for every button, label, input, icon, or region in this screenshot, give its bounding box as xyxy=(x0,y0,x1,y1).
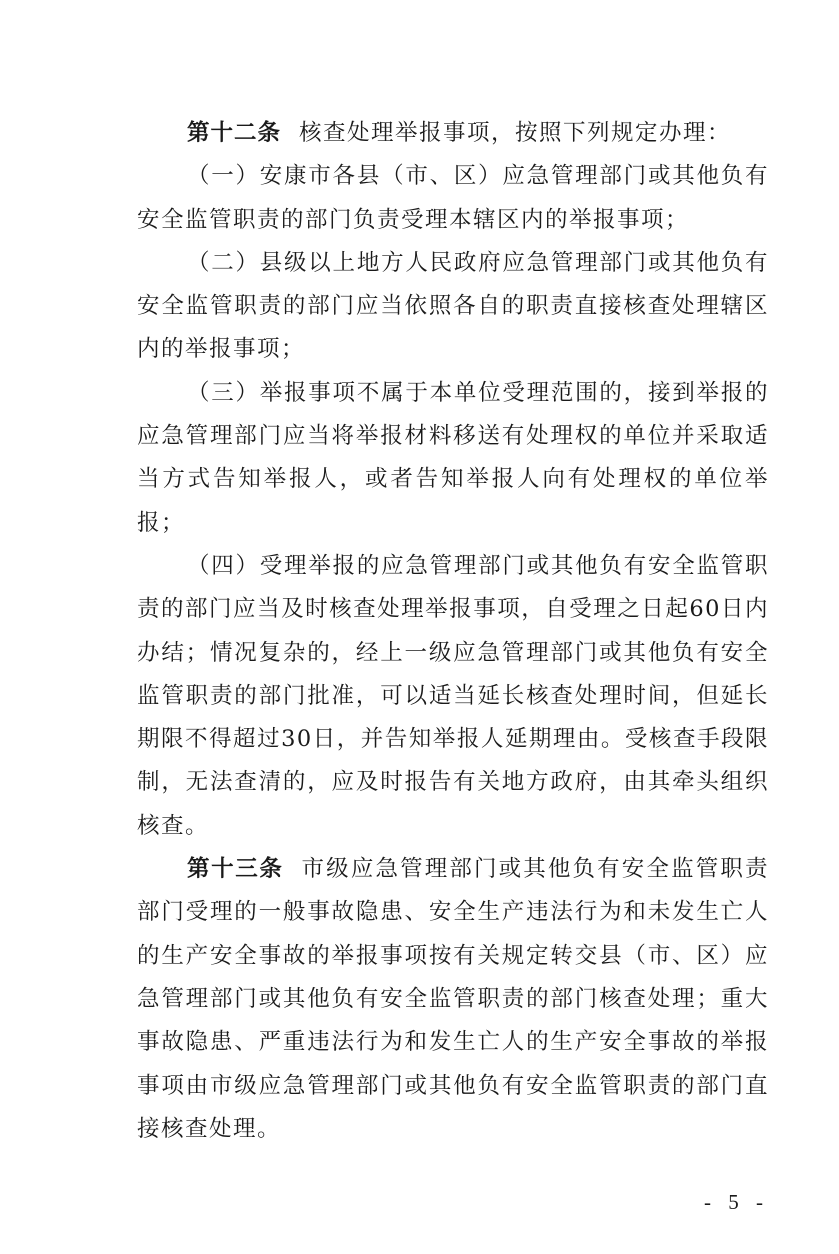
article-13-text: 市级应急管理部门或其他负有安全监管职责部门受理的一般事故隐患、安全生产违法行为和未发生亡人的生产安全事故的举报事项按有关规定转交县（市、区）应急管理部门或其他负有安全监管职责的部门核查处理；重大事故隐患、严重违法行为和发生亡人的生产安全事故的举报事项由市级应急管理部门或其他负有安全监管职责的部门直接核查处理。 xyxy=(137,856,769,1142)
article-13-number: 第十三条 xyxy=(187,856,284,883)
page-number: - 5 - xyxy=(704,1190,769,1214)
article-12-item-1: （一）安康市各县（市、区）应急管理部门或其他负有安全监管职责的部门负责受理本辖区内的举报事项； xyxy=(137,163,769,233)
article-12-heading xyxy=(137,112,769,155)
document-body xyxy=(137,112,769,1151)
article-12-item-2: （二）县级以上地方人民政府应急管理部门或其他负有安全监管职责的部门应当依照各自的职责直接核查处理辖区内的举报事项； xyxy=(137,249,769,363)
article-12-number: 第十二条 xyxy=(187,120,282,146)
article-12-intro: 核查处理举报事项，按照下列规定办理： xyxy=(299,120,732,146)
article-13-paragraph xyxy=(137,848,769,1151)
article-12-item-3: （三）举报事项不属于本单位受理范围的，接到举报的应急管理部门应当将举报材料移送有处理权的单位并采取适当方式告知举报人，或者告知举报人向有处理权的单位举报； xyxy=(137,379,769,536)
article-12-item-4: （四）受理举报的应急管理部门或其他负有安全监管职责的部门应当及时核查处理举报事项，自受理之日起60日内办结；情况复杂的，经上一级应急管理部门或其他负有安全监管职责的部门批准，可以适当延长核查处理时间，但延长期限不得超过30日，并告知举报人延期理由。受核查手段限制，无法查清的，应及时报告有关地方政府，由其牵头组织核查。 xyxy=(137,552,769,839)
